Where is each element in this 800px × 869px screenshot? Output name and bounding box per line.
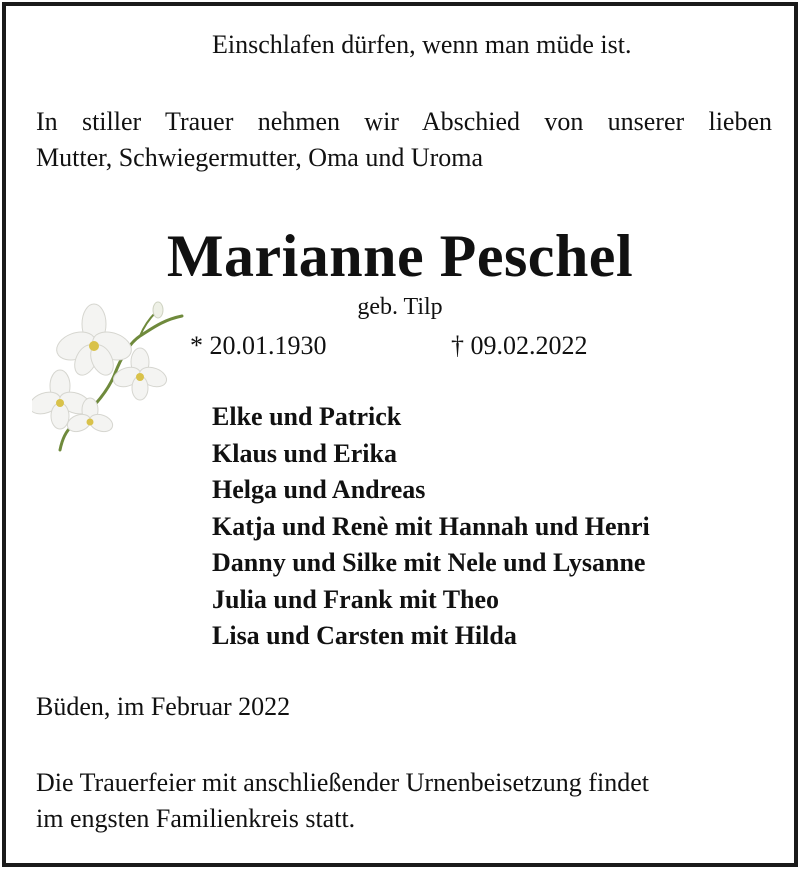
intro-line-2: Mutter, Schwiegermutter, Oma und Uroma	[36, 143, 484, 172]
motto: Einschlafen dürfen, wenn man müde ist.	[212, 30, 632, 59]
obituary-notice	[2, 2, 798, 867]
deceased-name: Marianne Peschel	[166, 223, 634, 289]
intro-line-1: In stiller Trauer nehmen wir Abschied von unserer lieben	[36, 107, 772, 136]
funeral-notice-line-1: Die Trauerfeier mit anschließender Urnenbeisetzung findet	[36, 768, 649, 797]
intro-text	[36, 104, 772, 176]
list-item: Lisa und Carsten mit Hilda	[212, 621, 517, 650]
birth-date: * 20.01.1930	[190, 331, 327, 360]
orchid-icon	[32, 290, 192, 460]
list-item: Julia und Frank mit Theo	[212, 584, 500, 614]
funeral-notice	[36, 765, 776, 837]
list-item: Elke und Patrick	[212, 402, 402, 431]
list-item: Helga und Andreas	[212, 475, 426, 504]
death-date: † 09.02.2022	[451, 331, 588, 360]
list-item: Danny und Silke mit Nele und Lysanne	[212, 548, 646, 577]
funeral-notice-line-2: im engsten Familienkreis statt.	[36, 804, 356, 833]
list-item: Katja und Renè mit Hannah und Henri	[212, 511, 650, 541]
born-name: geb. Tilp	[357, 294, 443, 320]
mourners-list	[212, 399, 650, 655]
list-item: Klaus und Erika	[212, 438, 397, 468]
place-date: Büden, im Februar 2022	[36, 692, 291, 721]
